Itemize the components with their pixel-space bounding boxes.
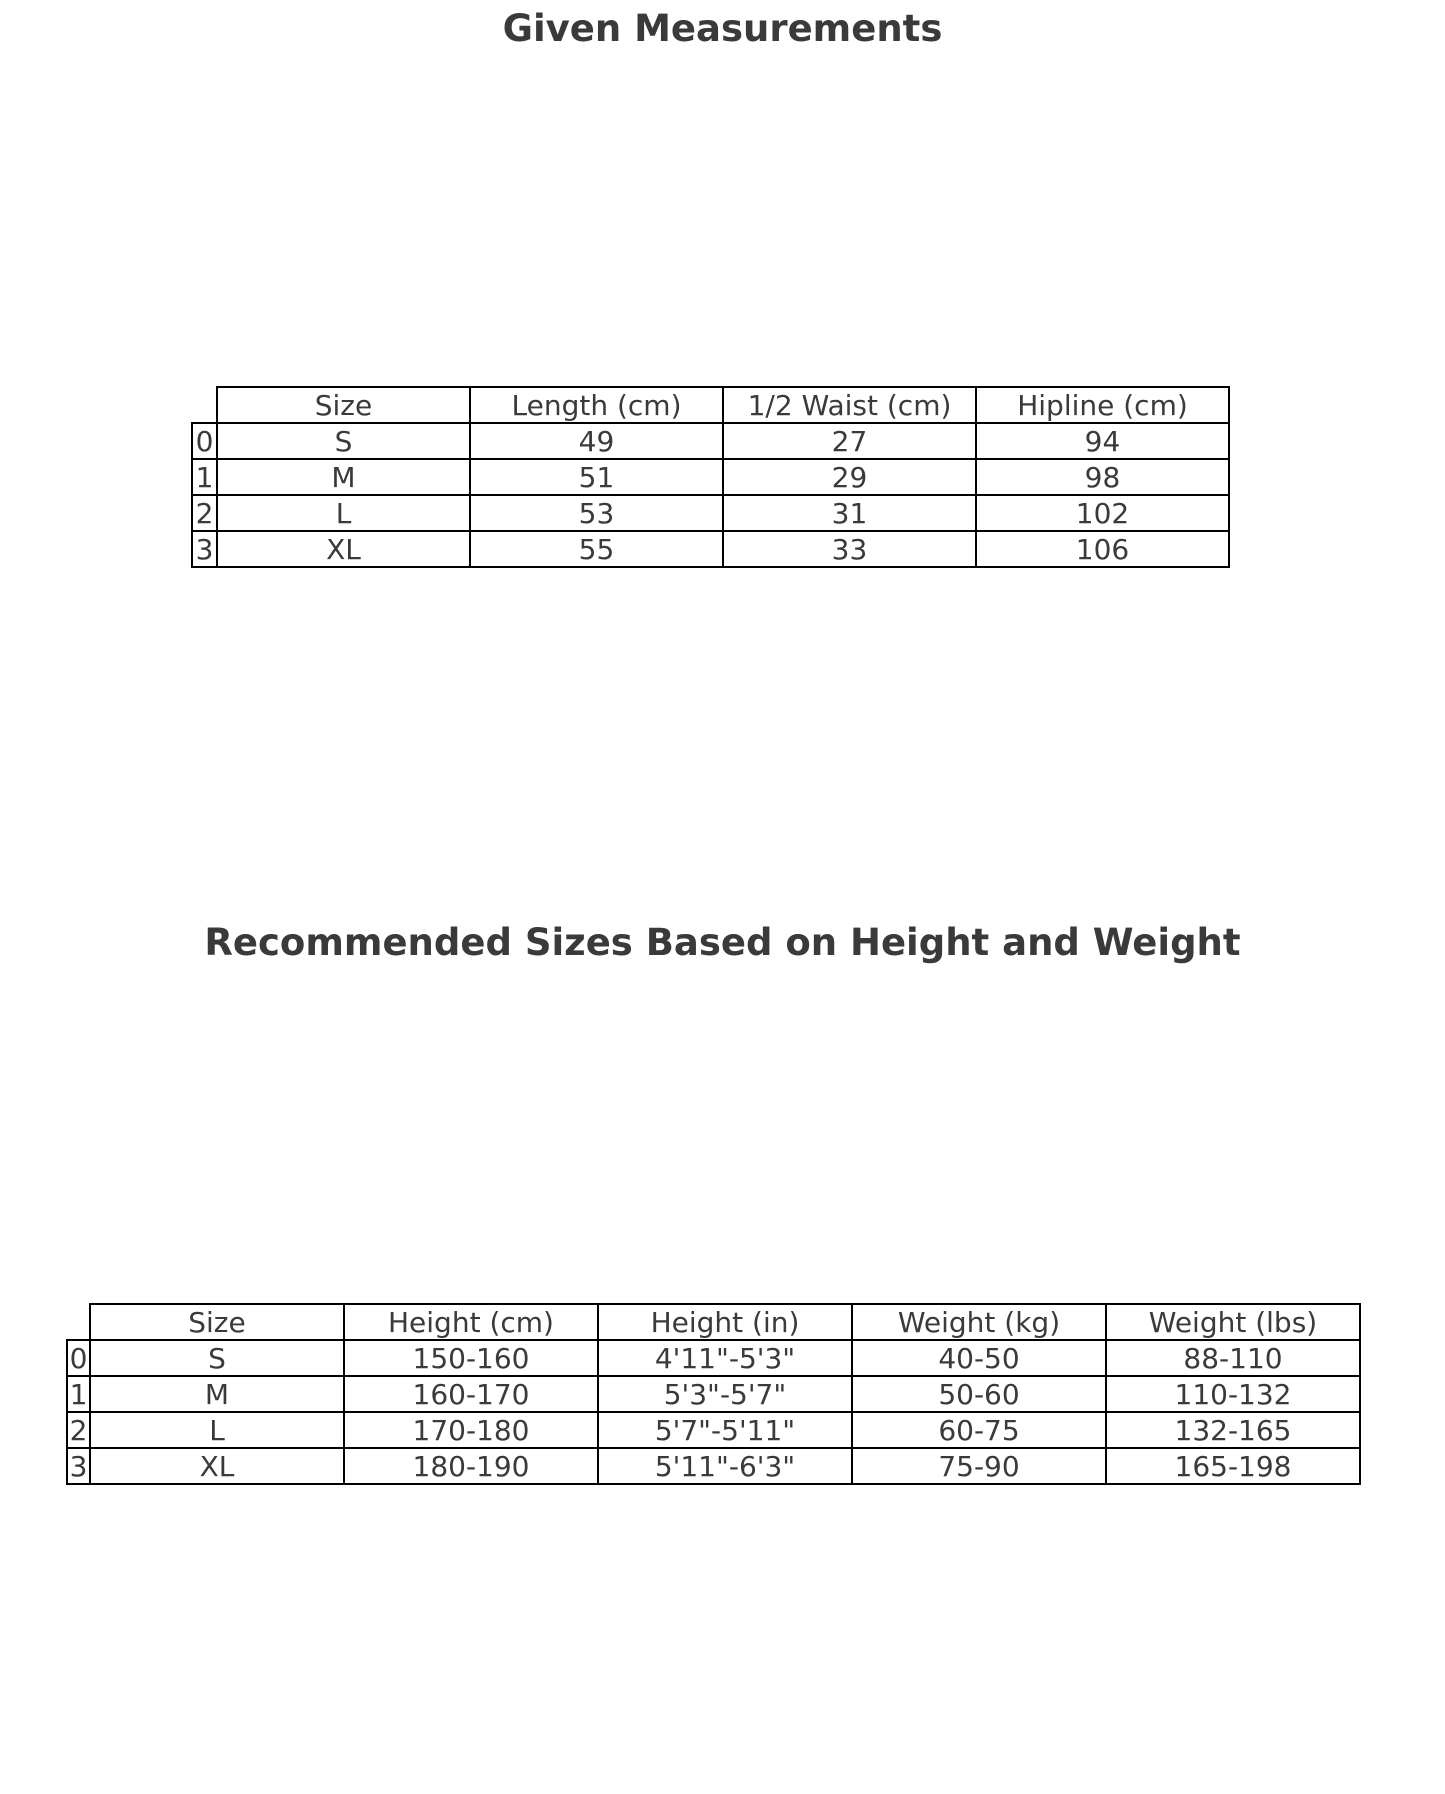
table-cell: 5'11"-6'3"	[598, 1448, 852, 1484]
recommended-sizes-table	[66, 1303, 1361, 1485]
column-header: Weight (lbs)	[1106, 1304, 1360, 1340]
table-cell: 160-170	[344, 1376, 598, 1412]
table-cell: 53	[470, 495, 723, 531]
table-cell: S	[217, 423, 470, 459]
table-cell: 102	[976, 495, 1229, 531]
row-index-cell: 2	[192, 495, 217, 531]
given-measurements-title: Given Measurements	[502, 7, 943, 50]
column-header: Size	[90, 1304, 344, 1340]
table-row	[192, 531, 1229, 567]
table-cell: 33	[723, 531, 976, 567]
table-row	[192, 423, 1229, 459]
column-header: Size	[217, 387, 470, 423]
row-index-cell: 1	[192, 459, 217, 495]
table-row	[192, 495, 1229, 531]
table-cell: 75-90	[852, 1448, 1106, 1484]
table-cell: 94	[976, 423, 1229, 459]
table-cell: M	[90, 1376, 344, 1412]
table-cell: L	[90, 1412, 344, 1448]
index-header-spacer	[192, 387, 217, 423]
recommended-sizes-title: Recommended Sizes Based on Height and Weight	[204, 921, 1241, 964]
table-cell: L	[217, 495, 470, 531]
column-header: Length (cm)	[470, 387, 723, 423]
column-header: 1/2 Waist (cm)	[723, 387, 976, 423]
table-row	[67, 1448, 1360, 1484]
table-row	[67, 1340, 1360, 1376]
header-row	[67, 1304, 1360, 1340]
table-cell: 50-60	[852, 1376, 1106, 1412]
row-index-cell: 3	[67, 1448, 90, 1484]
row-index-cell: 1	[67, 1376, 90, 1412]
table-cell: 180-190	[344, 1448, 598, 1484]
column-header: Height (in)	[598, 1304, 852, 1340]
table-cell: 150-160	[344, 1340, 598, 1376]
table-cell: 98	[976, 459, 1229, 495]
given-measurements-table	[191, 386, 1230, 568]
table-cell: 55	[470, 531, 723, 567]
table-cell: XL	[90, 1448, 344, 1484]
table-cell: 29	[723, 459, 976, 495]
row-index-cell: 2	[67, 1412, 90, 1448]
table-cell: 40-50	[852, 1340, 1106, 1376]
table-cell: 170-180	[344, 1412, 598, 1448]
table-cell: 110-132	[1106, 1376, 1360, 1412]
table-cell: 4'11"-5'3"	[598, 1340, 852, 1376]
column-header: Weight (kg)	[852, 1304, 1106, 1340]
table-cell: 88-110	[1106, 1340, 1360, 1376]
table-cell: M	[217, 459, 470, 495]
table-cell: 5'3"-5'7"	[598, 1376, 852, 1412]
table-cell: 106	[976, 531, 1229, 567]
table-cell: XL	[217, 531, 470, 567]
table-row	[192, 459, 1229, 495]
index-header-spacer	[67, 1304, 90, 1340]
table-cell: 27	[723, 423, 976, 459]
table-cell: 31	[723, 495, 976, 531]
header-row	[192, 387, 1229, 423]
table-cell: 49	[470, 423, 723, 459]
table-cell: 51	[470, 459, 723, 495]
table-row	[67, 1376, 1360, 1412]
table-cell: 132-165	[1106, 1412, 1360, 1448]
row-index-cell: 3	[192, 531, 217, 567]
table-cell: 60-75	[852, 1412, 1106, 1448]
table-row	[67, 1412, 1360, 1448]
table-cell: S	[90, 1340, 344, 1376]
column-header: Height (cm)	[344, 1304, 598, 1340]
table-cell: 5'7"-5'11"	[598, 1412, 852, 1448]
row-index-cell: 0	[67, 1340, 90, 1376]
row-index-cell: 0	[192, 423, 217, 459]
column-header: Hipline (cm)	[976, 387, 1229, 423]
table-cell: 165-198	[1106, 1448, 1360, 1484]
